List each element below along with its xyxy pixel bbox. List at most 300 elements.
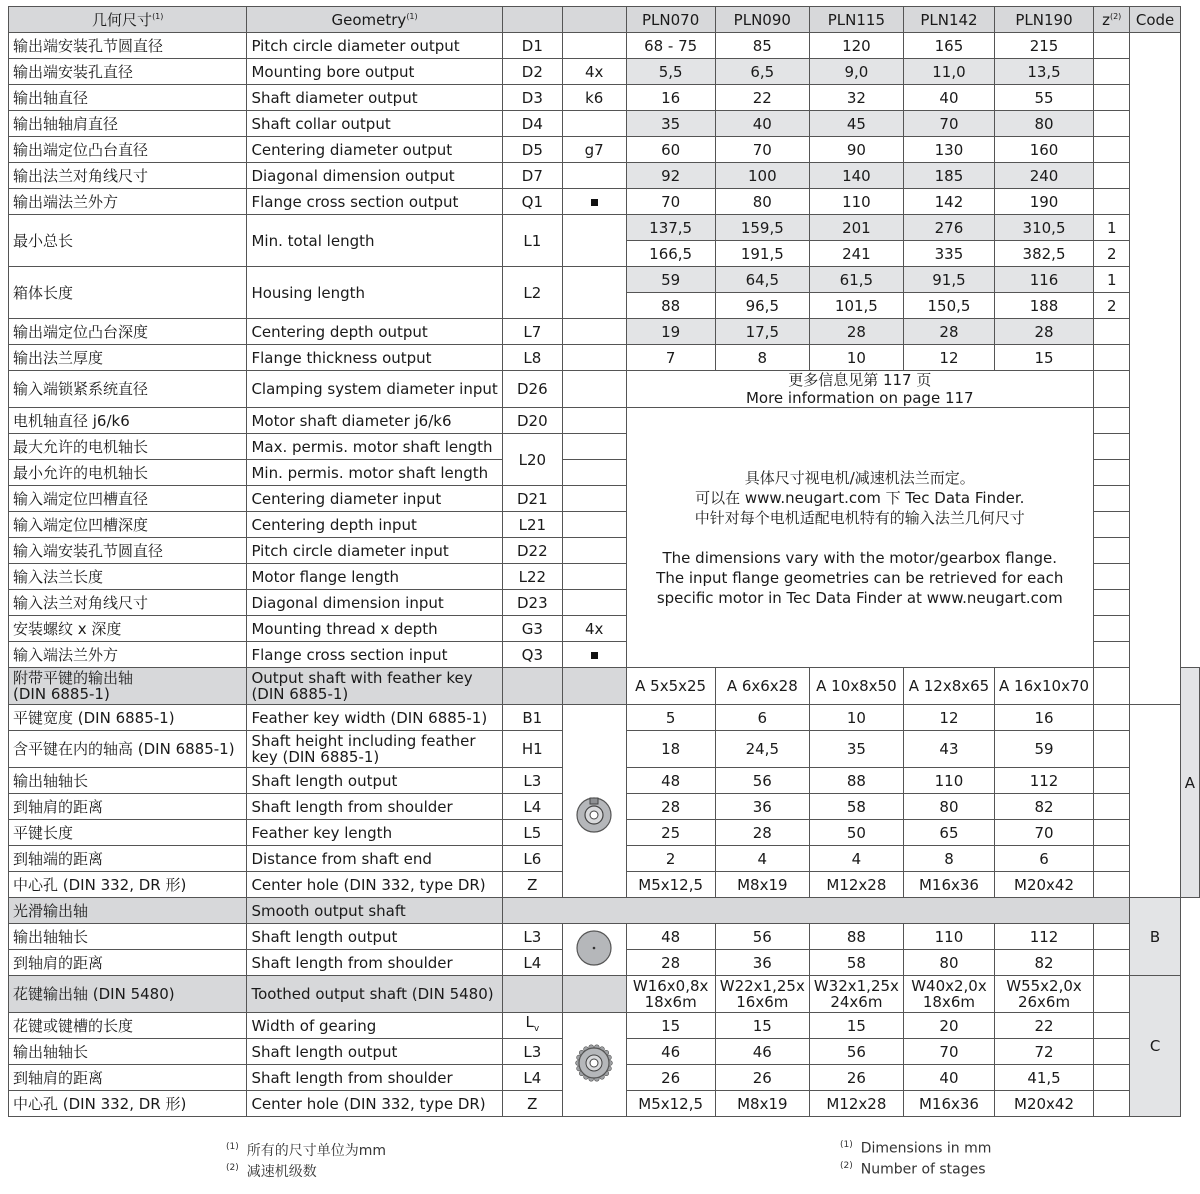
footnote-cn-1: $^{(1)}$ 所有的尺寸单位为mm [226, 1142, 387, 1159]
value-cell: 15 [809, 1013, 903, 1039]
symbol-text: L3 [523, 1042, 542, 1061]
smooth-shaft-icon [574, 928, 614, 968]
value-cell: 15 [715, 1013, 809, 1039]
label-cn: 输入法兰对角线尺寸 [9, 590, 247, 616]
section-a-cn-line1: 附带平键的输出轴 [13, 669, 134, 687]
symbol [502, 976, 562, 1013]
label-cn: 输出轴轴肩直径 [9, 111, 247, 137]
symbol [502, 1013, 562, 1039]
label-en: Shaft length from shoulder [247, 794, 502, 820]
symbol: H1 [502, 731, 562, 768]
symbol [502, 1091, 562, 1117]
z-cell: 1 [1094, 267, 1130, 293]
feather-key-size: A 6x6x28 [715, 668, 809, 705]
value-cell: 12 [903, 705, 994, 731]
label-cn: 输出法兰对角线尺寸 [9, 163, 247, 189]
value-cell: 59 [626, 267, 715, 293]
modifier [562, 486, 626, 512]
label-cn: 到轴肩的距离 [9, 950, 247, 976]
section-c-title-cn: 花键输出轴 (DIN 5480) [9, 976, 247, 1013]
symbol: Q1 [502, 189, 562, 215]
value-cell: 15 [626, 1013, 715, 1039]
label-cn: 含平键在内的轴高 (DIN 6885-1) [9, 731, 247, 768]
label-en: Diagonal dimension input [247, 590, 502, 616]
value-cell: 55 [995, 85, 1094, 111]
z-cell [1094, 616, 1130, 642]
value-cell: 35 [809, 731, 903, 768]
value-cell: 5 [626, 705, 715, 731]
symbol-text: Z [527, 1094, 538, 1113]
label-en: Shaft length output [247, 924, 502, 950]
label-en [247, 731, 502, 768]
table-row [9, 345, 1200, 371]
symbol: L4 [502, 794, 562, 820]
value-cell: 72 [995, 1039, 1094, 1065]
value-cell: 241 [809, 241, 903, 267]
z-cell [1094, 820, 1130, 846]
modifier [562, 111, 626, 137]
value-cell: 13,5 [995, 59, 1094, 85]
label-cn: 中心孔 (DIN 332, DR 形) [9, 1091, 247, 1117]
symbol: L22 [502, 564, 562, 590]
value-cell: 22 [995, 1013, 1094, 1039]
symbol: Q3 [502, 642, 562, 668]
label-cn: 安装螺纹 x 深度 [9, 616, 247, 642]
label-cn: 最小允许的电机轴长 [9, 460, 247, 486]
z-cell [1094, 59, 1130, 85]
z-cell [1094, 1013, 1130, 1039]
value-cell: 2 [626, 846, 715, 872]
table-header-row [9, 7, 1200, 33]
value-cell: 88 [809, 768, 903, 794]
z-cell [1094, 1039, 1130, 1065]
value-cell: 70 [626, 189, 715, 215]
modifier [562, 976, 626, 1013]
value-cell: 28 [903, 319, 994, 345]
value-cell: 40 [903, 1065, 994, 1091]
modifier [562, 408, 626, 434]
input-flange-note [626, 408, 1094, 668]
label-cn: 输入端定位凹槽直径 [9, 486, 247, 512]
input-note-line: 中针对每个电机适配电机特有的输入法兰几何尺寸 [694, 508, 1025, 527]
modifier [562, 668, 626, 705]
z-cell [1094, 512, 1130, 538]
value-cell: 82 [995, 950, 1094, 976]
label-en: Shaft collar output [247, 111, 502, 137]
z-cell [1094, 668, 1130, 705]
square-icon [591, 652, 598, 659]
value-cell: M5x12,5 [626, 1091, 715, 1117]
modifier [562, 215, 626, 267]
z-cell: 2 [1094, 293, 1130, 319]
value-cell: 16 [995, 705, 1094, 731]
value-cell: 185 [903, 163, 994, 189]
value-cell: 28 [809, 319, 903, 345]
value-cell: 56 [715, 768, 809, 794]
modifier [562, 460, 626, 486]
table-row [9, 319, 1200, 345]
symbol: L20 [502, 434, 562, 486]
value-cell: 70 [715, 137, 809, 163]
value-cell: 5,5 [626, 59, 715, 85]
table-row [9, 111, 1200, 137]
value-cell: M16x36 [903, 1091, 994, 1117]
header-code: Code [1130, 7, 1180, 33]
table-row [9, 1013, 1200, 1039]
label-cn: 电机轴直径 j6/k6 [9, 408, 247, 434]
table-row [9, 924, 1200, 950]
value-cell: 92 [626, 163, 715, 189]
header-en-label: Geometry [331, 10, 407, 29]
symbol: L7 [502, 319, 562, 345]
clamping-note-cn: 更多信息见第 117 页 [788, 371, 932, 389]
value-cell: 7 [626, 345, 715, 371]
z-cell [1094, 163, 1130, 189]
header-model: PLN115 [809, 7, 903, 33]
footnote-mark: (1) [406, 11, 418, 21]
value-cell: 382,5 [995, 241, 1094, 267]
label-cn: 平键长度 [9, 820, 247, 846]
value-cell: 24,5 [715, 731, 809, 768]
label-en: Shaft length output [247, 768, 502, 794]
value-cell: 45 [809, 111, 903, 137]
label-en: Feather key width (DIN 6885-1) [247, 705, 502, 731]
label-en: Flange cross section input [247, 642, 502, 668]
symbol: D5 [502, 137, 562, 163]
value-cell: 41,5 [995, 1065, 1094, 1091]
spline-size-line1: W32x1,25x [813, 977, 899, 995]
value-cell: 80 [903, 794, 994, 820]
feather-key-size: A 10x8x50 [809, 668, 903, 705]
value-cell: 80 [715, 189, 809, 215]
value-cell: 82 [995, 794, 1094, 820]
modifier [562, 319, 626, 345]
header-symbol [502, 7, 562, 33]
label-en: Flange cross section output [247, 189, 502, 215]
input-note-line: specific motor in Tec Data Finder at www.neugart.com [656, 588, 1063, 607]
z-cell [1094, 460, 1130, 486]
footnote-en-1: $^{(1)}$ Dimensions in mm [840, 1140, 992, 1157]
spline-size-line2: 18x6m [922, 993, 976, 1011]
value-cell: 59 [995, 731, 1094, 768]
symbol: L3 [502, 924, 562, 950]
value-cell: 165 [903, 33, 994, 59]
value-cell: 35 [626, 111, 715, 137]
section-b-title-cn: 光滑输出轴 [9, 898, 247, 924]
value-cell: 40 [903, 85, 994, 111]
value-cell: 15 [995, 345, 1094, 371]
value-cell: 112 [995, 768, 1094, 794]
table-row [9, 215, 1200, 241]
label-cn: 输出轴轴长 [9, 924, 247, 950]
label-en: Center hole (DIN 332, type DR) [247, 872, 502, 898]
value-cell: 8 [715, 345, 809, 371]
label-cn: 输出端法兰外方 [9, 189, 247, 215]
code-b: B [1130, 898, 1180, 976]
z-cell [1094, 137, 1130, 163]
clamping-note-en: More information on page 117 [745, 389, 974, 407]
section-a-cn-line2: (DIN 6885-1) [13, 685, 110, 703]
header-model: PLN142 [903, 7, 994, 33]
section-b-title-fill [502, 898, 1130, 924]
value-cell: 58 [809, 950, 903, 976]
modifier [562, 163, 626, 189]
symbol [502, 1065, 562, 1091]
z-cell [1094, 1065, 1130, 1091]
toothed-shaft-icon [574, 1043, 614, 1083]
symbol-subscript: v [533, 1024, 540, 1034]
feather-key-size: A 16x10x70 [995, 668, 1094, 705]
label-cn: 到轴肩的距离 [9, 794, 247, 820]
value-cell: 70 [903, 1039, 994, 1065]
value-cell: 32 [809, 85, 903, 111]
symbol: D4 [502, 111, 562, 137]
z-cell [1094, 642, 1130, 668]
value-cell: 110 [809, 189, 903, 215]
spline-size [903, 976, 994, 1013]
value-cell: 6 [715, 705, 809, 731]
label-en: Shaft length from shoulder [247, 1065, 502, 1091]
code-c: C [1130, 976, 1180, 1117]
value-cell: 90 [809, 137, 903, 163]
value-cell: 191,5 [715, 241, 809, 267]
value-cell: 56 [715, 924, 809, 950]
z-cell [1094, 319, 1130, 345]
table-row [9, 59, 1200, 85]
symbol [502, 668, 562, 705]
footnote-en-2: $^{(2)}$ Number of stages [840, 1161, 986, 1178]
z-cell: 1 [1094, 215, 1130, 241]
shaft-image-a [562, 705, 626, 898]
footnote-mark: (1) [152, 11, 164, 21]
z-cell [1094, 950, 1130, 976]
value-cell: M8x19 [715, 1091, 809, 1117]
value-cell: 80 [995, 111, 1094, 137]
z-cell [1094, 564, 1130, 590]
value-cell: 188 [995, 293, 1094, 319]
label-en: Center hole (DIN 332, type DR) [247, 1091, 502, 1117]
value-cell: 28 [995, 319, 1094, 345]
value-cell: 46 [626, 1039, 715, 1065]
value-cell: 12 [903, 345, 994, 371]
value-cell: 10 [809, 705, 903, 731]
z-cell [1094, 434, 1130, 460]
section-a-en-line2: (DIN 6885-1) [251, 685, 349, 703]
input-note-line: 可以在 www.neugart.com 下 Tec Data Finder. [695, 488, 1025, 507]
symbol: L4 [502, 950, 562, 976]
z-cell [1094, 486, 1130, 512]
label-cn: 箱体长度 [9, 267, 247, 319]
value-cell: 166,5 [626, 241, 715, 267]
header-model: PLN070 [626, 7, 715, 33]
footnote-cn-2: $^{(2)}$ 减速机级数 [226, 1163, 317, 1180]
clamping-note [626, 371, 1094, 408]
value-cell: 142 [903, 189, 994, 215]
symbol: D26 [502, 371, 562, 408]
section-c-title-en: Toothed output shaft (DIN 5480) [247, 976, 502, 1013]
value-cell: M12x28 [809, 872, 903, 898]
label-en: Min. permis. motor shaft length [247, 460, 502, 486]
value-cell: 159,5 [715, 215, 809, 241]
z-cell [1094, 705, 1130, 731]
value-cell: 120 [809, 33, 903, 59]
symbol: B1 [502, 705, 562, 731]
table-row [9, 137, 1200, 163]
symbol: L6 [502, 846, 562, 872]
label-en: Diagonal dimension output [247, 163, 502, 189]
spline-size-line2: 18x6m [644, 993, 697, 1011]
value-cell: 215 [995, 33, 1094, 59]
modifier [562, 371, 626, 408]
value-cell: 201 [809, 215, 903, 241]
label-en: Clamping system diameter input [247, 371, 502, 408]
symbol: D23 [502, 590, 562, 616]
geometry-table [8, 6, 1200, 1117]
label-cn: 平键宽度 (DIN 6885-1) [9, 705, 247, 731]
value-cell: 61,5 [809, 267, 903, 293]
section-a-title-en [247, 668, 502, 705]
feather-key-size: A 12x8x65 [903, 668, 994, 705]
z-cell [1094, 872, 1130, 898]
label-cn: 输入法兰长度 [9, 564, 247, 590]
label-en: Shaft diameter output [247, 85, 502, 111]
value-cell: 85 [715, 33, 809, 59]
section-c-header-row [9, 976, 1200, 1013]
z-cell [1094, 794, 1130, 820]
value-cell: 56 [809, 1039, 903, 1065]
value-cell: 36 [715, 950, 809, 976]
label-cn: 输入端锁紧系统直径 [9, 371, 247, 408]
footnote-mark: (2) [1109, 11, 1122, 21]
symbol: D22 [502, 538, 562, 564]
label-cn: 输出端安装孔节圆直径 [9, 33, 247, 59]
value-cell: 16 [626, 85, 715, 111]
value-cell: 101,5 [809, 293, 903, 319]
header-z-label: z [1102, 10, 1110, 29]
value-cell: 68 - 75 [626, 33, 715, 59]
label-cn: 输出法兰厚度 [9, 345, 247, 371]
value-cell: 110 [903, 768, 994, 794]
value-cell: 137,5 [626, 215, 715, 241]
z-cell [1094, 924, 1130, 950]
symbol: Z [502, 872, 562, 898]
label-en: Width of gearing [247, 1013, 502, 1039]
header-model: PLN190 [995, 7, 1094, 33]
value-cell: 26 [715, 1065, 809, 1091]
symbol: G3 [502, 616, 562, 642]
value-cell: 28 [626, 794, 715, 820]
table-row [9, 163, 1200, 189]
value-cell: 26 [626, 1065, 715, 1091]
symbol: D7 [502, 163, 562, 189]
value-cell: 91,5 [903, 267, 994, 293]
label-en: Feather key length [247, 820, 502, 846]
value-cell: 20 [903, 1013, 994, 1039]
value-cell: 10 [809, 345, 903, 371]
modifier: 4x [562, 616, 626, 642]
z-cell [1094, 731, 1130, 768]
z-cell [1094, 345, 1130, 371]
value-cell: 60 [626, 137, 715, 163]
value-cell: 190 [995, 189, 1094, 215]
modifier [562, 267, 626, 319]
modifier [562, 538, 626, 564]
value-cell: 80 [903, 950, 994, 976]
value-cell: 36 [715, 794, 809, 820]
symbol: D3 [502, 85, 562, 111]
modifier: g7 [562, 137, 626, 163]
z-cell [1094, 33, 1130, 59]
label-en-line1: Shaft height including feather [251, 732, 476, 750]
section-a-en-line1: Output shaft with feather key [251, 669, 473, 687]
label-en: Centering depth output [247, 319, 502, 345]
label-cn: 中心孔 (DIN 332, DR 形) [9, 872, 247, 898]
z-cell [1094, 85, 1130, 111]
value-cell: 19 [626, 319, 715, 345]
value-cell: 26 [809, 1065, 903, 1091]
spline-size [995, 976, 1094, 1013]
header-model: PLN090 [715, 7, 809, 33]
value-cell: 140 [809, 163, 903, 189]
value-cell: 48 [626, 924, 715, 950]
modifier: 4x [562, 59, 626, 85]
symbol [502, 1039, 562, 1065]
label-en: Max. permis. motor shaft length [247, 434, 502, 460]
label-cn: 最小总长 [9, 215, 247, 267]
value-cell: 58 [809, 794, 903, 820]
label-cn: 输出轴轴长 [9, 768, 247, 794]
label-en-line2: key (DIN 6885-1) [251, 748, 380, 766]
modifier [562, 33, 626, 59]
symbol: L21 [502, 512, 562, 538]
modifier [562, 345, 626, 371]
label-cn: 输出轴轴长 [9, 1039, 247, 1065]
value-cell: 110 [903, 924, 994, 950]
label-cn: 输出端定位凸台深度 [9, 319, 247, 345]
value-cell: 112 [995, 924, 1094, 950]
value-cell: 96,5 [715, 293, 809, 319]
table-row [9, 189, 1200, 215]
label-en: Motor shaft diameter j6/k6 [247, 408, 502, 434]
table-row [9, 371, 1200, 408]
spline-size-line1: W40x2,0x [911, 977, 987, 995]
spline-size-line1: W22x1,25x [719, 977, 805, 995]
shaft-image-c [562, 1013, 626, 1117]
value-cell: 65 [903, 820, 994, 846]
symbol-text: L4 [523, 1068, 542, 1087]
value-cell: 6,5 [715, 59, 809, 85]
value-cell: 28 [626, 950, 715, 976]
label-en: Centering diameter input [247, 486, 502, 512]
value-cell: M20x42 [995, 1091, 1094, 1117]
z-cell [1094, 538, 1130, 564]
label-cn: 输入端法兰外方 [9, 642, 247, 668]
label-cn: 最大允许的电机轴长 [9, 434, 247, 460]
modifier [562, 642, 626, 668]
label-en: Shaft length from shoulder [247, 950, 502, 976]
section-b-header-row [9, 898, 1200, 924]
modifier [562, 590, 626, 616]
value-cell: 100 [715, 163, 809, 189]
symbol: L8 [502, 345, 562, 371]
value-cell: 28 [715, 820, 809, 846]
spline-size [809, 976, 903, 1013]
value-cell: 9,0 [809, 59, 903, 85]
z-cell [1094, 111, 1130, 137]
label-cn: 到轴端的距离 [9, 846, 247, 872]
spline-size-line2: 16x6m [736, 993, 789, 1011]
value-cell: 88 [809, 924, 903, 950]
